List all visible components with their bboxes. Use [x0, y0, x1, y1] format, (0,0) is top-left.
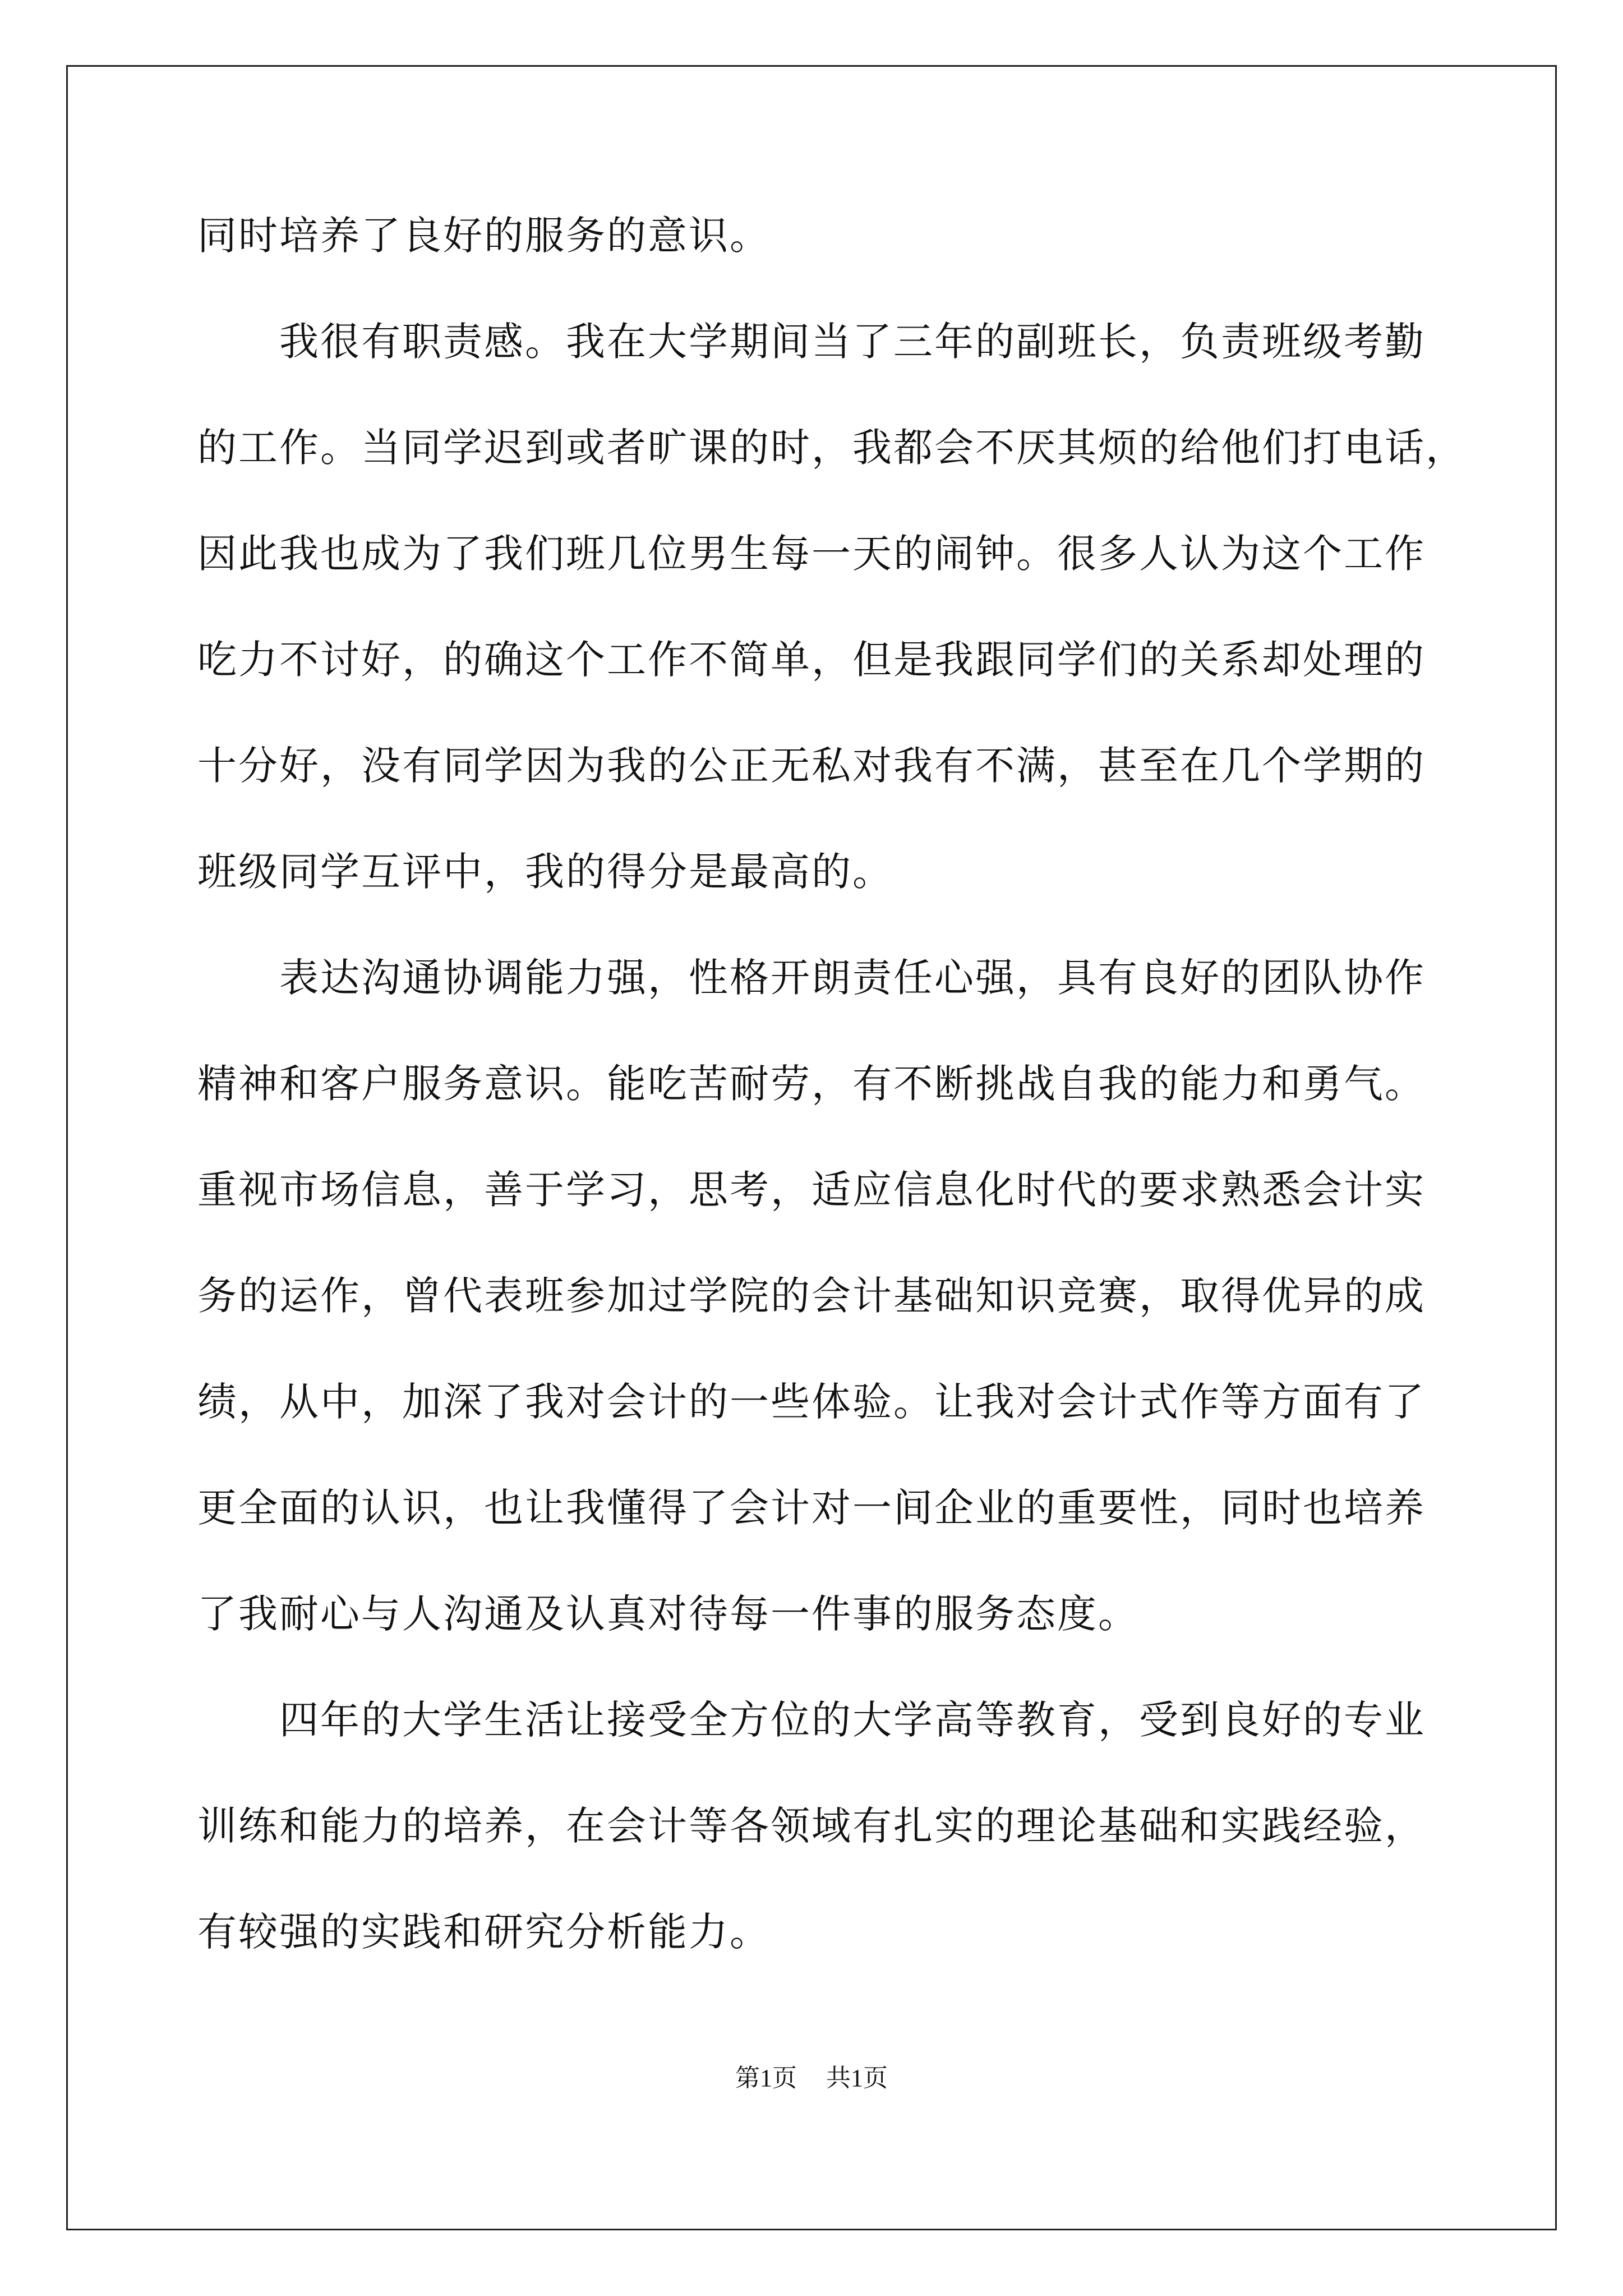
text-line: 四年的大学生活让接受全方位的大学高等教育，受到良好的专业 [197, 1697, 1426, 1743]
text-line: 我很有职责感。我在大学期间当了三年的副班长，负责班级考勤 [197, 319, 1426, 365]
text-line: 绩，从中，加深了我对会计的一些体验。让我对会计式作等方面有了 [197, 1379, 1426, 1425]
text-line: 了我耐心与人沟通及认真对待每一件事的服务态度。 [197, 1591, 1139, 1637]
page-total: 共1页 [826, 2064, 888, 2092]
text-line: 班级同学互评中，我的得分是最高的。 [197, 849, 893, 895]
text-line: 因此我也成为了我们班几位男生每一天的闹钟。很多人认为这个工作 [197, 531, 1426, 577]
page-footer [0, 2066, 1623, 2091]
text-line: 吃力不讨好，的确这个工作不简单，但是我跟同学们的关系却处理的 [197, 637, 1426, 683]
text-line: 表达沟通协调能力强，性格开朗责任心强，具有良好的团队协作 [197, 955, 1426, 1001]
text-line: 重视市场信息，善于学习，思考，适应信息化时代的要求熟悉会计实 [197, 1167, 1426, 1213]
text-line: 训练和能力的培养，在会计等各领域有扎实的理论基础和实践经验， [197, 1803, 1426, 1849]
page-number: 第1页 [735, 2064, 797, 2092]
text-line: 的工作。当同学迟到或者旷课的时，我都会不厌其烦的给他们打电话， [197, 425, 1467, 471]
text-line: 务的运作，曾代表班参加过学院的会计基础知识竞赛，取得优异的成 [197, 1273, 1426, 1319]
text-line: 有较强的实践和研究分析能力。 [197, 1909, 771, 1955]
text-line: 十分好，没有同学因为我的公正无私对我有不满，甚至在几个学期的 [197, 743, 1426, 789]
document-body [197, 213, 1467, 2018]
text-line: 更全面的认识，也让我懂得了会计对一间企业的重要性，同时也培养 [197, 1485, 1426, 1531]
text-line: 同时培养了良好的服务的意识。 [197, 213, 771, 259]
text-line: 精神和客户服务意识。能吃苦耐劳，有不断挑战自我的能力和勇气。 [197, 1061, 1426, 1107]
